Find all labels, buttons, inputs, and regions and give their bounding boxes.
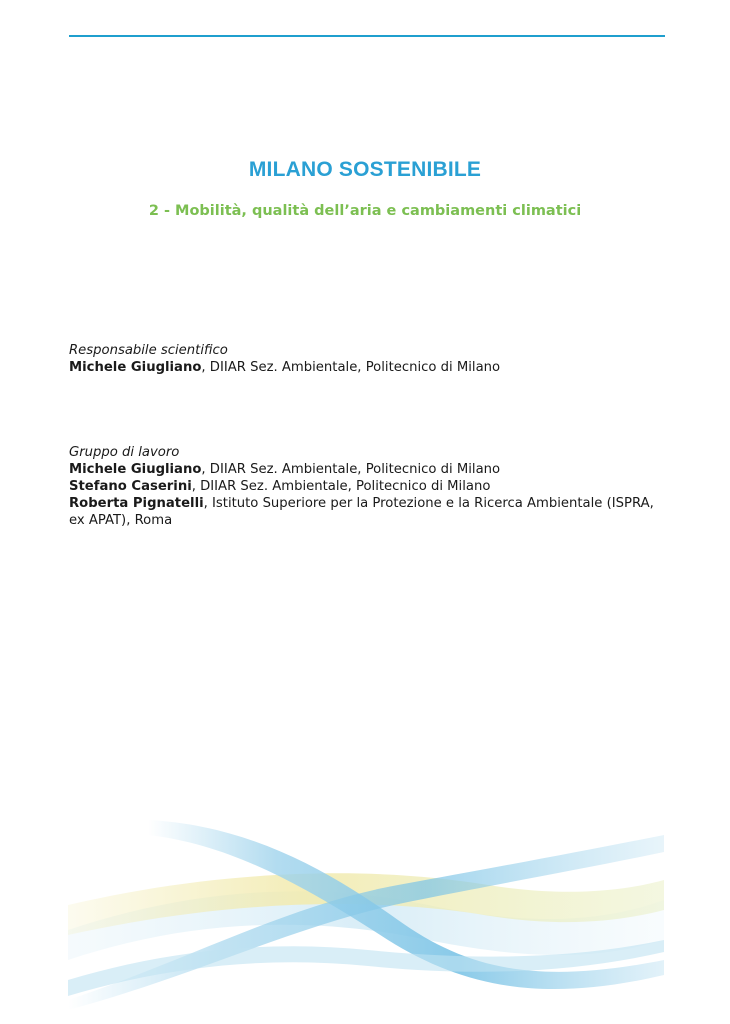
person-affiliation: , DIIAR Sez. Ambientale, Politecnico di Milano [201,360,501,375]
gruppo-label: Gruppo di lavoro [69,445,180,460]
person-name: Michele Giugliano [69,462,202,477]
top-divider [69,35,665,37]
person-affiliation: , DIIAR Sez. Ambientale, Politecnico di Milano [191,479,491,494]
page-title: MILANO SOSTENIBILE [248,158,482,181]
gruppo-member [69,478,669,495]
person-affiliation: , DIIAR Sez. Ambientale, Politecnico di Milano [201,462,501,477]
responsabile-person [69,359,669,376]
person-name: Roberta Pignatelli [69,496,204,511]
gruppo-member [69,461,669,478]
gruppo-section [69,444,669,529]
page-subtitle: 2 - Mobilità, qualità dell’aria e cambiamenti climatici [148,203,582,219]
responsabile-label: Responsabile scientifico [69,343,228,358]
gruppo-member [69,495,669,529]
person-affiliation: , Istituto Superiore per la Protezione e la Ricerca Ambientale (ISPRA, ex APAT), Roma [69,496,654,528]
person-name: Michele Giugliano [69,360,202,375]
person-name: Stefano Caserini [69,479,192,494]
responsabile-section [69,342,669,376]
decorative-wave-graphic [68,810,664,1010]
